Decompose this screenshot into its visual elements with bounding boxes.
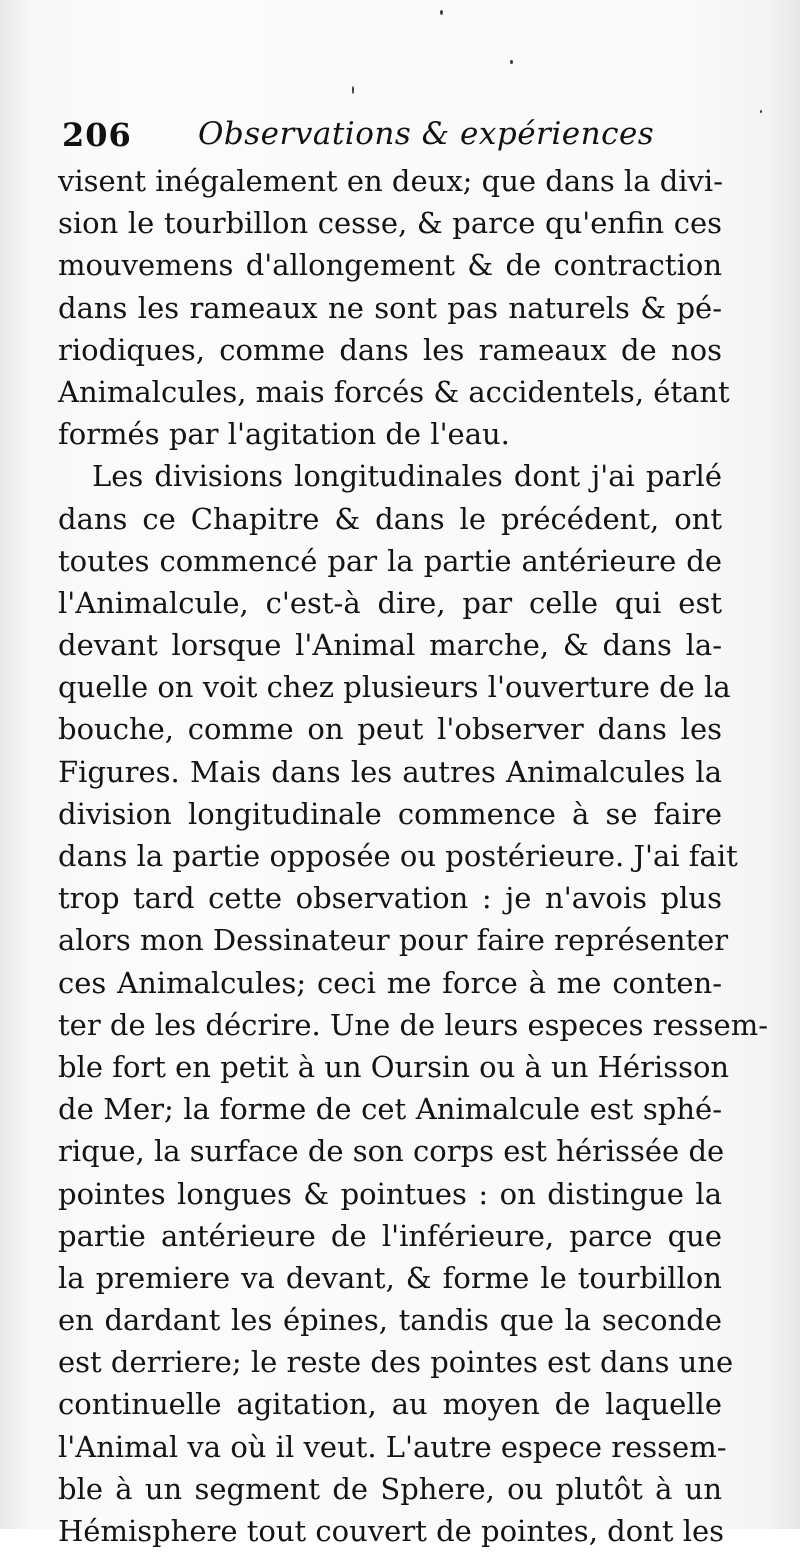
ink-speck — [760, 110, 762, 113]
text-line: ble à un segment de Sphere, ou plutôt à un — [58, 1471, 722, 1506]
body-text — [58, 160, 768, 1552]
text-line: alors mon Dessinateur pour faire représenter — [58, 923, 729, 958]
text-line: trop tard cette observation : je n'avois plus — [58, 881, 722, 916]
page-number: 206 — [62, 116, 132, 154]
text-line: Les divisions longitudinales dont j'ai parlé — [92, 459, 722, 494]
text-line: en dardant les épines, tandis que la seconde — [58, 1303, 722, 1338]
text-line: bouche, comme on peut l'observer dans les — [58, 712, 722, 747]
text-line: Hémisphere tout couvert de pointes, dont les — [58, 1514, 725, 1548]
text-line: l'Animalcule, c'est-à dire, par celle qui est — [58, 585, 722, 620]
text-line: Animalcules, mais forcés & accidentels, étant — [58, 374, 730, 409]
text-line: dans ce Chapitre & dans le précédent, ont — [58, 501, 722, 536]
text-line: division longitudinale commence à se faire — [58, 796, 722, 831]
running-title: Observations & expériences — [198, 116, 655, 152]
text-line: de Mer; la forme de cet Animalcule est sphé- — [58, 1092, 722, 1127]
running-header — [62, 110, 742, 158]
text-line: continuelle agitation, au moyen de laquelle — [58, 1387, 722, 1422]
ink-speck — [440, 10, 443, 15]
text-line: mouvemens d'allongement & de contraction — [58, 248, 722, 283]
text-line: ble fort en petit à un Oursin ou à un Hérisson — [58, 1049, 730, 1084]
text-line: ter de les décrire. Une de leurs especes ressem- — [58, 1007, 768, 1042]
text-line: partie antérieure de l'inférieure, parce que — [58, 1218, 722, 1253]
text-line: ces Animalcules; ceci me force à me conten- — [58, 965, 722, 1000]
text-line: dans la partie opposée ou postérieure. J'ai fait — [58, 839, 738, 873]
text-line: visent inégalement en deux; que dans la divi- — [58, 164, 724, 198]
text-line: devant lorsque l'Animal marche, & dans la- — [58, 628, 722, 663]
text-line: toutes commencé par la partie antérieure de — [58, 543, 722, 578]
text-line: Figures. Mais dans les autres Animalcules la — [58, 754, 722, 789]
text-line: rique, la surface de son corps est hérissée de — [58, 1134, 725, 1169]
text-line: l'Animal va où il veut. L'autre espece ressem- — [58, 1429, 727, 1464]
text-line: pointes longues & pointues : on distingue la — [58, 1176, 722, 1211]
text-line: riodiques, comme dans les rameaux de nos — [58, 332, 722, 367]
text-line: quelle on voit chez plusieurs l'ouverture de la — [58, 670, 731, 705]
ink-speck — [352, 86, 354, 94]
ink-speck — [510, 60, 513, 64]
text-line: sion le tourbillon cesse, & parce qu'enfin ces — [58, 206, 722, 241]
text-line: dans les rameaux ne sont pas naturels & pé- — [58, 290, 722, 325]
text-line: est derriere; le reste des pointes est dans une — [58, 1345, 734, 1380]
text-line: formés par l'agitation de l'eau. — [58, 417, 510, 452]
text-line: la premiere va devant, & forme le tourbillon — [58, 1260, 722, 1295]
